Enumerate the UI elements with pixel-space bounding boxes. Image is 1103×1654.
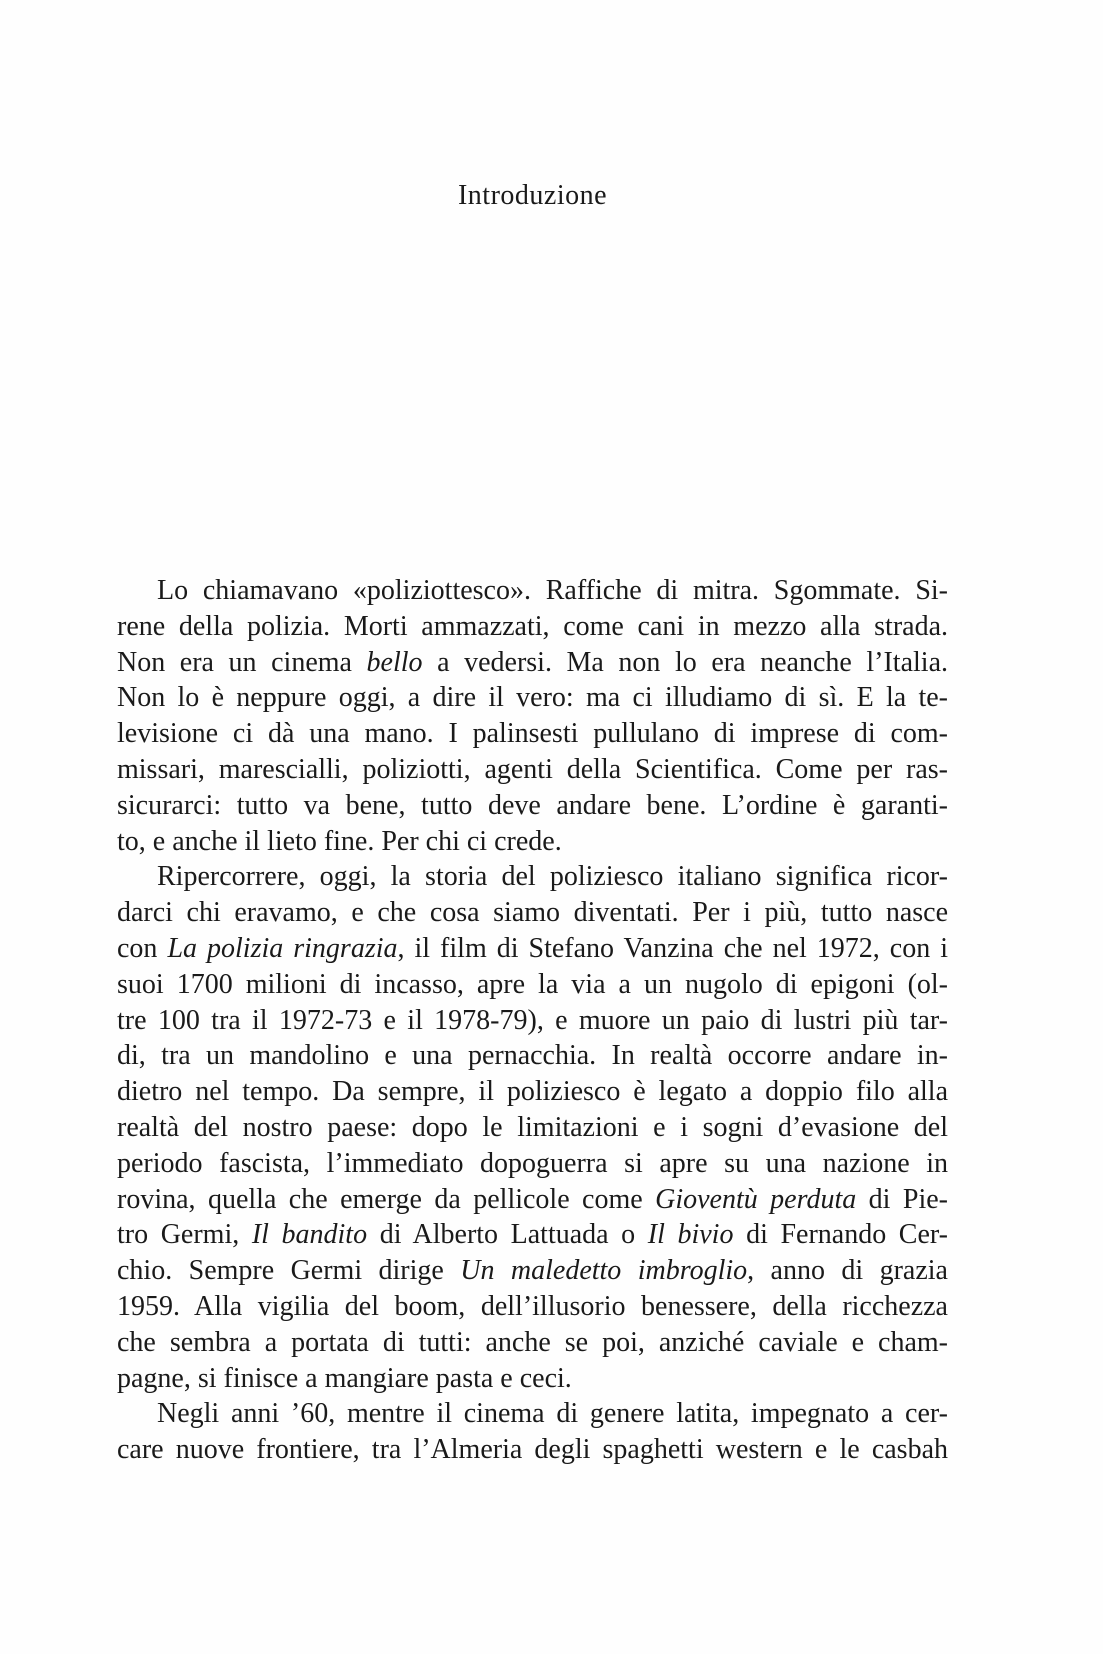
text-line: [117, 824, 948, 860]
text-run: levisione ci dà una mano. I palinsesti pullulano di imprese di com-: [117, 718, 948, 750]
text-run: di Fernando Cer-: [733, 1219, 948, 1251]
text-line: [117, 1182, 948, 1218]
text-line: [117, 1003, 948, 1039]
text-run: Ripercorrere, oggi, la storia del poliziesco italiano significa ricor-: [157, 861, 948, 893]
text-run: Lo chiamavano «poliziottesco». Raffiche di mitra. Sgommate. Si-: [157, 575, 948, 606]
text-run: 1959. Alla vigilia del boom, dell’illusorio benessere, della ricchezza: [117, 1290, 948, 1322]
text-line: [117, 788, 948, 824]
text-run: pagne, si finisce a mangiare pasta e ceci.: [117, 1362, 572, 1394]
text-line: [117, 1038, 948, 1074]
text-line: [117, 895, 948, 931]
text-line: [117, 1325, 948, 1361]
italic-title: La polizia ringrazia: [167, 932, 398, 964]
text-line: [117, 1253, 948, 1289]
text-line: [117, 1074, 948, 1110]
text-line: [117, 645, 948, 681]
text-run: tre 100 tra il 1972-73 e il 1978-79), e muore un paio di lustri più tar-: [117, 1004, 948, 1036]
text-run: di Pie-: [856, 1183, 948, 1215]
text-run: rovina, quella che emerge da pellicole come: [117, 1183, 656, 1215]
chapter-title: Introduzione: [457, 180, 608, 211]
text-line: [117, 967, 948, 1003]
italic-title: Un maledetto imbroglio: [460, 1255, 748, 1287]
text-line: [117, 1146, 948, 1182]
text-run: periodo fascista, l’immediato dopoguerra si apre su una nazione in: [117, 1147, 948, 1179]
text-line: [117, 1110, 948, 1146]
text-line: [117, 1289, 948, 1325]
text-run: care nuove frontiere, tra l’Almeria degli spaghetti western e le casbah: [117, 1434, 948, 1466]
text-run: to, e anche il lieto fine. Per chi ci crede.: [117, 825, 562, 857]
text-run: chio. Sempre Germi dirige: [117, 1255, 461, 1287]
italic-title: Il bandito: [251, 1219, 368, 1251]
italic-title: bello: [366, 646, 423, 678]
text-line: [117, 752, 948, 788]
text-run: Non lo è neppure oggi, a dire il vero: ma ci illudiamo di sì. E la te-: [117, 682, 948, 714]
text-line: [117, 609, 948, 645]
text-run: sicurarci: tutto va bene, tutto deve andare bene. L’ordine è garanti-: [117, 789, 948, 821]
text-line: [117, 573, 948, 609]
italic-title: Gioventù perduta: [655, 1183, 857, 1215]
text-run: darci chi eravamo, e che cosa siamo diventati. Per i più, tutto nasce: [117, 897, 948, 929]
text-run: tro Germi,: [117, 1219, 252, 1251]
text-run: di, tra un mandolino e una pernacchia. In realtà occorre andare in-: [117, 1040, 948, 1072]
text-run: Negli anni ’60, mentre il cinema di genere latita, impegnato a cer-: [157, 1398, 948, 1430]
text-run: con: [117, 932, 168, 964]
text-run: , il film di Stefano Vanzina che nel 1972, con i: [397, 932, 948, 964]
text-line: [117, 716, 948, 752]
text-run: dietro nel tempo. Da sempre, il poliziesco è legato a doppio filo alla: [117, 1076, 948, 1108]
text-run: Non era un cinema: [117, 646, 367, 678]
text-line: [117, 680, 948, 716]
text-line: [117, 1396, 948, 1432]
text-line: [117, 1217, 948, 1253]
text-line: [117, 859, 948, 895]
italic-title: Il bivio: [647, 1219, 734, 1251]
text-run: missari, marescialli, poliziotti, agenti della Scientifica. Come per ras-: [117, 753, 948, 785]
text-block: [117, 573, 948, 1468]
text-run: che sembra a portata di tutti: anche se poi, anziché caviale e cham-: [117, 1326, 948, 1358]
text-run: , anno di grazia: [747, 1255, 948, 1287]
text-run: rene della polizia. Morti ammazzati, come cani in mezzo alla strada.: [117, 610, 948, 642]
text-line: [117, 1432, 948, 1468]
text-line: [117, 1361, 948, 1397]
text-run: di Alberto Lattuada o: [367, 1219, 648, 1251]
text-run: a vedersi. Ma non lo era neanche l’Italia.: [422, 646, 948, 678]
text-run: suoi 1700 milioni di incasso, apre la via a un nugolo di epigoni (ol-: [117, 968, 948, 1000]
text-run: realtà del nostro paese: dopo le limitazioni e i sogni d’evasione del: [117, 1111, 948, 1143]
text-line: [117, 931, 948, 967]
